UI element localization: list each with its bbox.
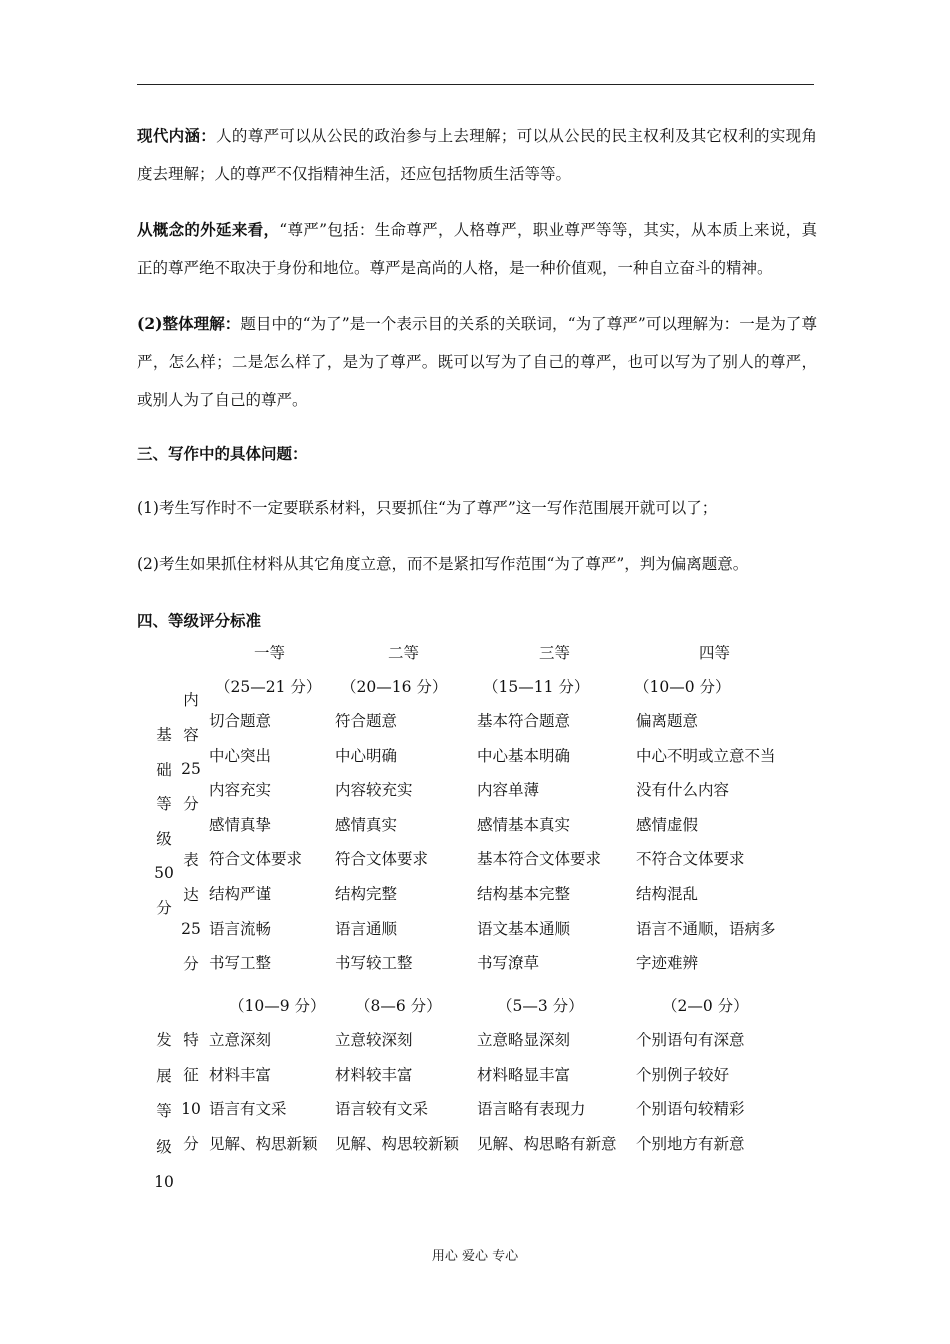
- paragraph-text: 人的尊严可以从公民的政治参与上去理解；可以从公民的民主权利及其它权利的实现角度去理解；人的尊严不仅指精神生活，还应包括物质生活等等。: [137, 127, 817, 183]
- score-range: （10—9 分）: [229, 997, 326, 1015]
- basic-group-char: 分: [156, 899, 172, 917]
- feature-group-char: 10: [181, 1100, 201, 1119]
- dev-group-char: 发: [156, 1031, 172, 1049]
- paragraph-label: 从概念的外延来看，: [137, 220, 280, 239]
- dev-group-char: 10: [154, 1173, 174, 1191]
- expression-group-char: 表: [183, 851, 199, 869]
- criteria-cell: 内容较充实: [335, 781, 413, 800]
- criteria-cell: 书写潦草: [477, 954, 540, 973]
- criteria-cell: 个别语句较精彩: [636, 1100, 745, 1119]
- dev-group-char: 等: [156, 1102, 172, 1120]
- paragraph-overall-understanding: [137, 305, 817, 419]
- criteria-cell: 立意较深刻: [335, 1031, 413, 1049]
- dev-group-char: 级: [156, 1137, 172, 1156]
- paragraph-text: “尊严”包括：生命尊严，人格尊严，职业尊严等等，其实，从本质上来说，真正的尊严绝不取决于身份和地位。尊严是高尚的人格，是一种价值观，一种自立奋斗的精神。: [137, 221, 817, 277]
- criteria-cell: 结构完整: [335, 885, 398, 903]
- paragraph-extension: [137, 211, 817, 287]
- criteria-cell: 书写工整: [209, 954, 272, 973]
- basic-group-char: 等: [156, 795, 172, 814]
- criteria-cell: 中心突出: [209, 746, 272, 765]
- grade-header: 一等: [254, 644, 286, 662]
- score-range: （2—0 分）: [662, 997, 749, 1015]
- criteria-cell: 个别例子较好: [636, 1065, 730, 1084]
- criteria-cell: 结构严谨: [209, 885, 272, 903]
- section-heading-grading: 四、等级评分标准: [137, 611, 262, 630]
- paragraph-label: 现代内涵：: [137, 126, 217, 145]
- grade-header: 四等: [699, 644, 731, 662]
- expression-group-char: 25: [181, 920, 201, 939]
- criteria-cell: 立意略显深刻: [477, 1031, 571, 1049]
- expression-group-char: 分: [183, 954, 199, 973]
- writing-issue-2: (2)考生如果抓住材料从其它角度立意，而不是紧扣写作范围“为了尊严”，判为偏离题意。: [137, 555, 749, 573]
- feature-group-char: 征: [183, 1065, 199, 1084]
- score-range: （15—11 分）: [483, 678, 590, 696]
- criteria-cell: 基本符合题意: [477, 712, 571, 730]
- criteria-cell: 结构混乱: [636, 885, 699, 903]
- criteria-cell: 感情基本真实: [477, 815, 571, 834]
- criteria-cell: 感情虚假: [636, 815, 699, 834]
- criteria-cell: 符合文体要求: [209, 850, 303, 869]
- page-footer: 用心 爱心 专心: [431, 1249, 519, 1264]
- criteria-cell: 见解、构思略有新意: [477, 1134, 617, 1153]
- criteria-cell: 没有什么内容: [636, 781, 730, 800]
- criteria-cell: 材料略显丰富: [477, 1065, 571, 1084]
- criteria-cell: 偏离题意: [636, 712, 699, 730]
- header-rule: [137, 84, 814, 85]
- criteria-cell: 语言流畅: [209, 919, 272, 938]
- score-range: （25—21 分）: [215, 678, 322, 696]
- section-heading-writing-issues: 三、写作中的具体问题：: [137, 444, 308, 463]
- paragraph-text: 题目中的“为了”是一个表示目的关系的关联词，“为了尊严”可以理解为：一是为了尊严，怎么样；二是怎么样了，是为了尊严。既可以写为了自己的尊严，也可以写为了别人的尊严，或别人为了自己的尊严。: [137, 315, 817, 409]
- criteria-cell: 材料丰富: [209, 1065, 272, 1084]
- criteria-cell: 符合文体要求: [335, 850, 429, 869]
- feature-group-char: 分: [183, 1134, 199, 1153]
- content-group-char: 内: [183, 691, 199, 709]
- criteria-cell: 中心明确: [335, 746, 398, 765]
- criteria-cell: 语言有文采: [209, 1100, 287, 1119]
- content-group-char: 容: [183, 725, 199, 744]
- expression-group-char: 达: [183, 885, 199, 904]
- basic-group-char: 50: [154, 864, 174, 883]
- criteria-cell: 个别语句有深意: [636, 1031, 745, 1049]
- grade-header: 三等: [539, 644, 571, 662]
- criteria-cell: 感情真实: [335, 815, 398, 834]
- score-range: （5—3 分）: [497, 997, 584, 1015]
- criteria-cell: 结构基本完整: [477, 885, 571, 903]
- criteria-cell: 材料较丰富: [335, 1065, 413, 1084]
- basic-group-char: 基: [156, 726, 172, 744]
- grade-header: 二等: [388, 644, 420, 662]
- writing-issue-1: (1)考生写作时不一定要联系材料，只要抓住“为了尊严”这一写作范围展开就可以了；: [137, 499, 718, 517]
- dev-group-char: 展: [156, 1066, 172, 1085]
- criteria-cell: 感情真挚: [209, 815, 272, 834]
- criteria-cell: 书写较工整: [335, 954, 413, 973]
- criteria-cell: 见解、构思新颖: [209, 1134, 318, 1153]
- criteria-cell: 语言略有表现力: [477, 1100, 586, 1119]
- criteria-cell: 中心基本明确: [477, 746, 571, 765]
- criteria-cell: 不符合文体要求: [636, 850, 745, 869]
- score-range: （8—6 分）: [355, 997, 442, 1015]
- criteria-cell: 语文基本通顺: [477, 919, 571, 938]
- content-group-char: 25: [181, 760, 201, 779]
- score-range: （10—0 分）: [634, 678, 731, 696]
- basic-group-char: 础: [156, 760, 172, 779]
- feature-group-char: 特: [183, 1031, 199, 1049]
- criteria-cell: 见解、构思较新颖: [335, 1134, 460, 1153]
- criteria-cell: 中心不明或立意不当: [636, 746, 776, 765]
- criteria-cell: 内容充实: [209, 781, 272, 800]
- criteria-cell: 立意深刻: [209, 1031, 272, 1049]
- paragraph-modern-meaning: [137, 117, 817, 193]
- criteria-cell: 基本符合文体要求: [477, 850, 602, 869]
- paragraph-label: (2)整体理解：: [137, 314, 241, 333]
- criteria-cell: 内容单薄: [477, 781, 540, 800]
- criteria-cell: 符合题意: [335, 712, 398, 730]
- score-range: （20—16 分）: [341, 678, 448, 696]
- basic-group-char: 级: [156, 829, 172, 848]
- criteria-cell: 语言不通顺，语病多: [636, 919, 776, 938]
- criteria-cell: 语言通顺: [335, 919, 398, 938]
- criteria-cell: 切合题意: [209, 712, 272, 730]
- criteria-cell: 个别地方有新意: [636, 1134, 745, 1153]
- content-group-char: 分: [183, 794, 199, 813]
- criteria-cell: 字迹难辨: [636, 954, 699, 973]
- criteria-cell: 语言较有文采: [335, 1100, 429, 1119]
